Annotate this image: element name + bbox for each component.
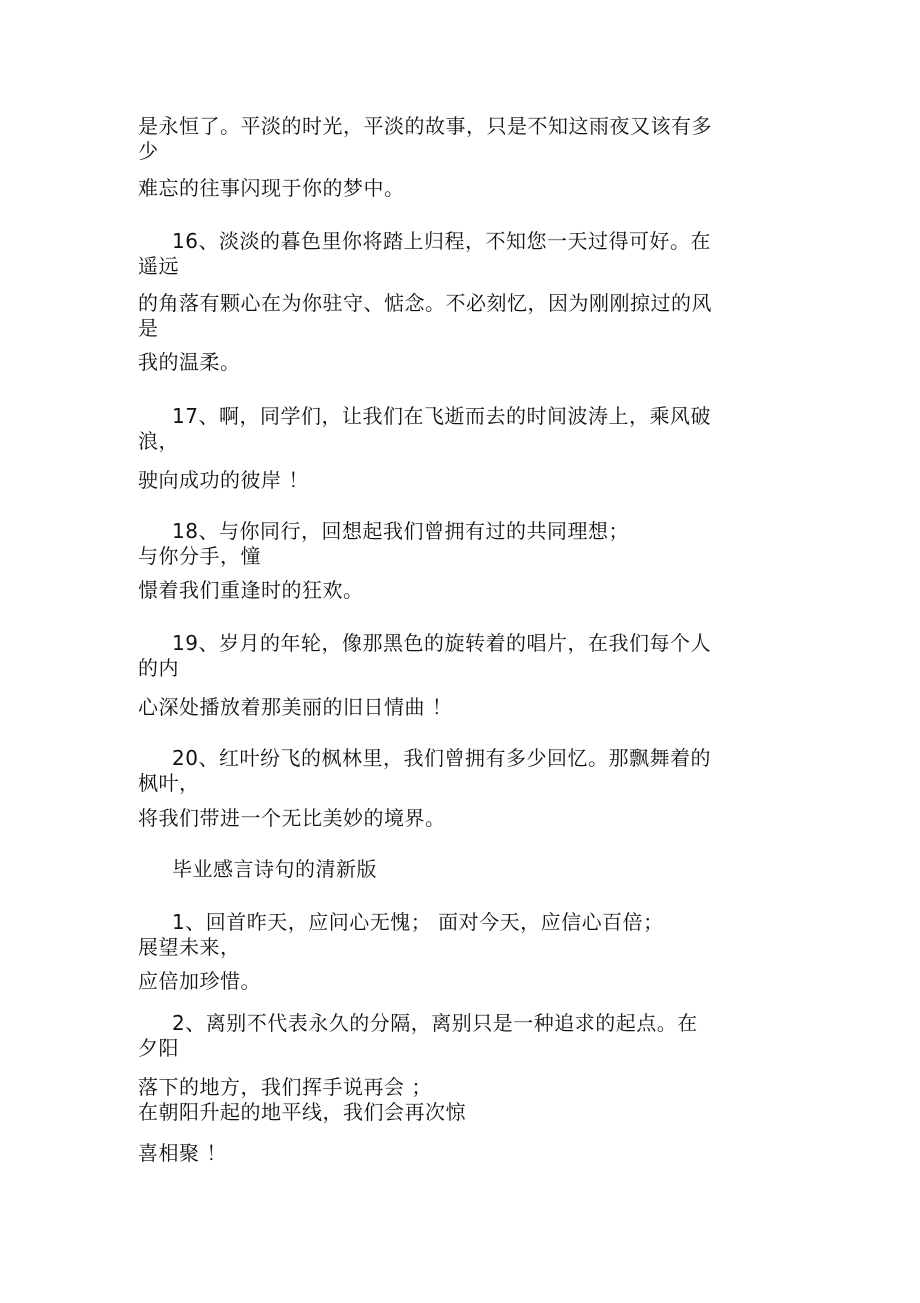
text-line: 夕阳 xyxy=(138,1036,179,1060)
text-line: 展望未来， xyxy=(138,935,241,959)
text-line: 的内 xyxy=(138,656,179,680)
text-line: 我的温柔。 xyxy=(138,350,241,374)
text-line: 18、与你同行，回想起我们曾拥有过的共同理想； xyxy=(172,519,629,543)
text-line: 浪， xyxy=(138,429,179,453)
section-heading: 毕业感言诗句的清新版 xyxy=(172,857,377,881)
text-line: 1、回首昨天，应问心无愧； 面对今天，应信心百倍； xyxy=(172,910,664,934)
text-line: 喜相聚 ！ xyxy=(138,1141,227,1165)
text-line: 16、淡淡的暮色里你将踏上归程，不知您一天过得可好。在 xyxy=(172,229,711,253)
text-line: 是永恒了。平淡的时光，平淡的故事，只是不知这雨夜又该有多 xyxy=(138,114,712,138)
text-line: 20、红叶纷飞的枫林里，我们曾拥有多少回忆。那飘舞着的 xyxy=(172,746,711,770)
text-line: 憬着我们重逢时的狂欢。 xyxy=(138,578,364,602)
text-line: 2、离别不代表永久的分隔，离别只是一种追求的起点。在 xyxy=(172,1011,698,1035)
text-line: 应倍加珍惜。 xyxy=(138,969,261,993)
text-line: 19、岁月的年轮，像那黑色的旋转着的唱片，在我们每个人 xyxy=(172,631,711,655)
text-line: 的角落有颗心在为你驻守、惦念。不必刻忆，因为刚刚掠过的风 xyxy=(138,291,712,315)
text-line: 遥远 xyxy=(138,254,179,278)
text-line: 落下的地方，我们挥手说再会 ； xyxy=(138,1075,432,1099)
text-line: 将我们带进一个无比美妙的境界。 xyxy=(138,806,446,830)
text-line: 驶向成功的彼岸 ！ xyxy=(138,468,309,492)
text-line: 心深处播放着那美丽的旧日情曲 ！ xyxy=(138,695,453,719)
text-line: 是 xyxy=(138,316,159,340)
text-line: 17、啊，同学们，让我们在飞逝而去的时间波涛上，乘风破 xyxy=(172,404,711,428)
text-line: 与你分手，憧 xyxy=(138,544,261,568)
text-line: 在朝阳升起的地平线，我们会再次惊 xyxy=(138,1100,466,1124)
text-line: 少 xyxy=(138,139,159,163)
text-line: 枫叶， xyxy=(138,771,200,795)
text-line: 难忘的往事闪现于你的梦中。 xyxy=(138,176,405,200)
